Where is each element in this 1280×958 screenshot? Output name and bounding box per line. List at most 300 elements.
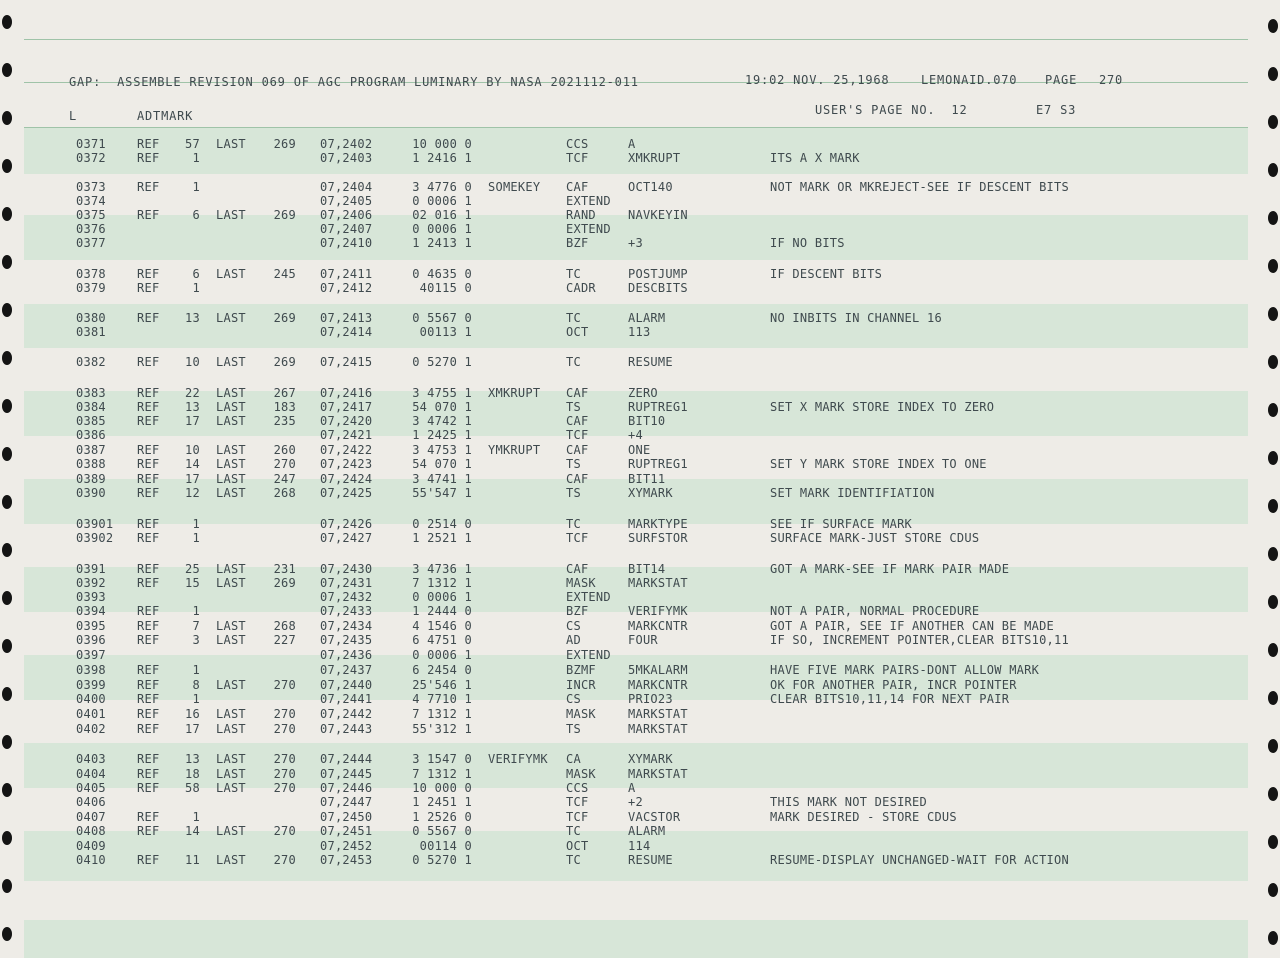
users-page-number: USER'S PAGE NO. 12 bbox=[815, 103, 968, 117]
listing-addr: 07,2452 bbox=[320, 839, 373, 853]
listing-ref: REF bbox=[137, 472, 160, 486]
sprocket-hole bbox=[1268, 67, 1278, 81]
listing-octal: 3 1547 0 bbox=[412, 752, 472, 766]
listing-last: LAST bbox=[216, 486, 246, 500]
listing-addr: 07,2444 bbox=[320, 752, 373, 766]
listing-last: LAST bbox=[216, 472, 246, 486]
listing-operand: XYMARK bbox=[628, 752, 673, 766]
listing-ref: REF bbox=[137, 180, 160, 194]
listing-addr: 07,2406 bbox=[320, 208, 373, 222]
listing-comment: ITS A X MARK bbox=[770, 151, 860, 165]
listing-op: TCF bbox=[566, 428, 589, 442]
listing-last: LAST bbox=[216, 355, 246, 369]
listing-addr: 07,2404 bbox=[320, 180, 373, 194]
listing-line: 0383 bbox=[76, 386, 106, 400]
listing-line: 0377 bbox=[76, 236, 106, 250]
sprocket-hole bbox=[1268, 691, 1278, 705]
listing-line: 0384 bbox=[76, 400, 106, 414]
listing-octal: 55'312 1 bbox=[412, 722, 472, 736]
listing-ref: REF bbox=[137, 386, 160, 400]
listing-op: TCF bbox=[566, 810, 589, 824]
listing-addr: 07,2425 bbox=[320, 486, 373, 500]
listing-line bbox=[0, 194, 1240, 208]
listing-lastn: 235 bbox=[273, 414, 296, 428]
listing-line bbox=[0, 619, 1240, 633]
listing-line: 0376 bbox=[76, 222, 106, 236]
listing-last: LAST bbox=[216, 414, 246, 428]
listing-line bbox=[0, 692, 1240, 706]
listing-refn: 10 bbox=[185, 443, 200, 457]
listing-refn: 1 bbox=[192, 663, 200, 677]
listing-octal: 1 2451 1 bbox=[412, 795, 472, 809]
listing-lastn: 231 bbox=[273, 562, 296, 576]
listing-line bbox=[0, 281, 1240, 295]
listing-refn: 1 bbox=[192, 692, 200, 706]
listing-last: LAST bbox=[216, 752, 246, 766]
listing-line bbox=[0, 517, 1240, 531]
ruled-line bbox=[24, 39, 1248, 40]
listing-line: 03902 bbox=[76, 531, 114, 545]
listing-lastn: 270 bbox=[273, 853, 296, 867]
listing-octal: 00113 1 bbox=[419, 325, 472, 339]
column-adtmark: ADTMARK bbox=[137, 109, 194, 123]
page-label: PAGE bbox=[1045, 73, 1078, 87]
listing-ref: REF bbox=[137, 517, 160, 531]
listing-operand: RESUME bbox=[628, 355, 673, 369]
listing-comment: SEE IF SURFACE MARK bbox=[770, 517, 913, 531]
listing-line: 0372 bbox=[76, 151, 106, 165]
listing-lastn: 270 bbox=[273, 752, 296, 766]
listing-operand: MARKSTAT bbox=[628, 707, 688, 721]
listing-op: TS bbox=[566, 400, 581, 414]
listing-comment: SET Y MARK STORE INDEX TO ONE bbox=[770, 457, 987, 471]
listing-op: BZMF bbox=[566, 663, 596, 677]
listing-op: TS bbox=[566, 722, 581, 736]
sprocket-hole bbox=[2, 543, 12, 557]
listing-line bbox=[0, 752, 1240, 766]
listing-lastn: 247 bbox=[273, 472, 296, 486]
listing-last: LAST bbox=[216, 457, 246, 471]
listing-addr: 07,2402 bbox=[320, 137, 373, 151]
listing-last: LAST bbox=[216, 707, 246, 721]
listing-octal: 4 1546 0 bbox=[412, 619, 472, 633]
listing-line: 0389 bbox=[76, 472, 106, 486]
listing-refn: 13 bbox=[185, 311, 200, 325]
listing-addr: 07,2436 bbox=[320, 648, 373, 662]
listing-op: EXTEND bbox=[566, 590, 611, 604]
listing-addr: 07,2424 bbox=[320, 472, 373, 486]
listing-addr: 07,2440 bbox=[320, 678, 373, 692]
listing-comment: SURFACE MARK-JUST STORE CDUS bbox=[770, 531, 980, 545]
listing-comment: IF SO, INCREMENT POINTER,CLEAR BITS10,11 bbox=[770, 633, 1069, 647]
listing-addr: 07,2447 bbox=[320, 795, 373, 809]
listing-line bbox=[0, 722, 1240, 736]
sprocket-hole bbox=[1268, 931, 1278, 945]
sprocket-hole bbox=[1268, 643, 1278, 657]
listing-refn: 8 bbox=[192, 678, 200, 692]
listing-operand: OCT140 bbox=[628, 180, 673, 194]
sprocket-hole bbox=[1268, 211, 1278, 225]
listing-lastn: 268 bbox=[273, 486, 296, 500]
listing-refn: 17 bbox=[185, 472, 200, 486]
listing-ref: REF bbox=[137, 604, 160, 618]
listing-line bbox=[0, 795, 1240, 809]
listing-ref: REF bbox=[137, 633, 160, 647]
listing-line bbox=[0, 648, 1240, 662]
listing-line: 0388 bbox=[76, 457, 106, 471]
listing-operand: XYMARK bbox=[628, 486, 673, 500]
listing-refn: 1 bbox=[192, 281, 200, 295]
listing-lastn: 245 bbox=[273, 267, 296, 281]
listing-octal: 1 2413 1 bbox=[412, 236, 472, 250]
listing-refn: 10 bbox=[185, 355, 200, 369]
sprocket-hole bbox=[2, 927, 12, 941]
listing-refn: 12 bbox=[185, 486, 200, 500]
listing-line: 0405 bbox=[76, 781, 106, 795]
listing-line bbox=[0, 767, 1240, 781]
listing-lastn: 270 bbox=[273, 457, 296, 471]
sprocket-hole bbox=[1268, 115, 1278, 129]
listing-op: TS bbox=[566, 486, 581, 500]
listing-ref: REF bbox=[137, 414, 160, 428]
listing-operand: VACSTOR bbox=[628, 810, 681, 824]
listing-addr: 07,2410 bbox=[320, 236, 373, 250]
listing-octal: 7 1312 1 bbox=[412, 576, 472, 590]
listing-lastn: 269 bbox=[273, 137, 296, 151]
listing-addr: 07,2422 bbox=[320, 443, 373, 457]
listing-octal: 0 5567 0 bbox=[412, 311, 472, 325]
listing-octal: 3 4742 1 bbox=[412, 414, 472, 428]
listing-operand: FOUR bbox=[628, 633, 658, 647]
listing-operand: +2 bbox=[628, 795, 643, 809]
listing-addr: 07,2403 bbox=[320, 151, 373, 165]
listing-last: LAST bbox=[216, 576, 246, 590]
listing-last: LAST bbox=[216, 137, 246, 151]
listing-octal: 1 2425 1 bbox=[412, 428, 472, 442]
listing-line bbox=[0, 386, 1240, 400]
listing-label: VERIFYMK bbox=[488, 752, 548, 766]
listing-line bbox=[0, 414, 1240, 428]
listing-operand: 5MKALARM bbox=[628, 663, 688, 677]
listing-lastn: 270 bbox=[273, 824, 296, 838]
listing-comment: NOT MARK OR MKREJECT-SEE IF DESCENT BITS bbox=[770, 180, 1069, 194]
listing-line: 0382 bbox=[76, 355, 106, 369]
listing-octal: 0 5270 1 bbox=[412, 355, 472, 369]
listing-operand: +4 bbox=[628, 428, 643, 442]
listing-line bbox=[0, 562, 1240, 576]
listing-line: 0395 bbox=[76, 619, 106, 633]
listing-op: TC bbox=[566, 311, 581, 325]
listing-op: CCS bbox=[566, 137, 589, 151]
listing-ref: REF bbox=[137, 692, 160, 706]
listing-line bbox=[0, 633, 1240, 647]
listing-addr: 07,2413 bbox=[320, 311, 373, 325]
listing-line: 0397 bbox=[76, 648, 106, 662]
listing-octal: 7 1312 1 bbox=[412, 707, 472, 721]
listing-operand: 113 bbox=[628, 325, 651, 339]
sprocket-hole bbox=[2, 111, 12, 125]
listing-addr: 07,2416 bbox=[320, 386, 373, 400]
listing-octal: 40115 0 bbox=[419, 281, 472, 295]
green-bar bbox=[24, 920, 1248, 958]
listing-ref: REF bbox=[137, 752, 160, 766]
listing-octal: 54 070 1 bbox=[412, 400, 472, 414]
listing-op: TCF bbox=[566, 795, 589, 809]
listing-refn: 17 bbox=[185, 722, 200, 736]
listing-operand: RUPTREG1 bbox=[628, 400, 688, 414]
listing-ref: REF bbox=[137, 576, 160, 590]
listing-addr: 07,2437 bbox=[320, 663, 373, 677]
listing-octal: 1 2526 0 bbox=[412, 810, 472, 824]
listing-last: LAST bbox=[216, 678, 246, 692]
listing-op: BZF bbox=[566, 236, 589, 250]
listing-comment: GOT A PAIR, SEE IF ANOTHER CAN BE MADE bbox=[770, 619, 1055, 633]
listing-last: LAST bbox=[216, 267, 246, 281]
page-number: 270 bbox=[1099, 73, 1124, 87]
listing-addr: 07,2435 bbox=[320, 633, 373, 647]
listing-ref: REF bbox=[137, 707, 160, 721]
listing-line bbox=[0, 531, 1240, 545]
listing-line: 0378 bbox=[76, 267, 106, 281]
listing-ref: REF bbox=[137, 151, 160, 165]
listing-line bbox=[0, 781, 1240, 795]
listing-operand: RESUME bbox=[628, 853, 673, 867]
listing-operand: SURFSTOR bbox=[628, 531, 688, 545]
listing-line bbox=[0, 457, 1240, 471]
listing-operand: BIT10 bbox=[628, 414, 666, 428]
listing-refn: 13 bbox=[185, 752, 200, 766]
listing-addr: 07,2453 bbox=[320, 853, 373, 867]
listing-line: 0398 bbox=[76, 663, 106, 677]
listing-addr: 07,2432 bbox=[320, 590, 373, 604]
listing-octal: 10 000 0 bbox=[412, 137, 472, 151]
listing-addr: 07,2405 bbox=[320, 194, 373, 208]
report-title: GAP: ASSEMBLE REVISION 069 OF AGC PROGRAM LUMINARY BY NASA 2021112-011 bbox=[69, 75, 639, 89]
listing-refn: 6 bbox=[192, 267, 200, 281]
listing-refn: 13 bbox=[185, 400, 200, 414]
listing-line: 0401 bbox=[76, 707, 106, 721]
listing-op: MASK bbox=[566, 576, 596, 590]
listing-operand: MARKSTAT bbox=[628, 576, 688, 590]
listing-line bbox=[0, 137, 1240, 151]
listing-ref: REF bbox=[137, 281, 160, 295]
listing-op: CAF bbox=[566, 386, 589, 400]
listing-refn: 15 bbox=[185, 576, 200, 590]
listing-refn: 1 bbox=[192, 531, 200, 545]
sprocket-hole bbox=[1268, 163, 1278, 177]
listing-addr: 07,2446 bbox=[320, 781, 373, 795]
listing-line bbox=[0, 678, 1240, 692]
listing-octal: 7 1312 1 bbox=[412, 767, 472, 781]
column-l: L bbox=[69, 109, 78, 123]
listing-operand: MARKCNTR bbox=[628, 619, 688, 633]
listing-line: 0381 bbox=[76, 325, 106, 339]
listing-line: 03901 bbox=[76, 517, 114, 531]
listing-line: 0391 bbox=[76, 562, 106, 576]
listing-line bbox=[0, 443, 1240, 457]
listing-op: CAF bbox=[566, 414, 589, 428]
listing-refn: 14 bbox=[185, 824, 200, 838]
listing-octal: 25'546 1 bbox=[412, 678, 472, 692]
listing-refn: 1 bbox=[192, 604, 200, 618]
listing-addr: 07,2450 bbox=[320, 810, 373, 824]
listing-operand: DESCBITS bbox=[628, 281, 688, 295]
listing-operand: 114 bbox=[628, 839, 651, 853]
listing-operand: BIT11 bbox=[628, 472, 666, 486]
listing-line: 0386 bbox=[76, 428, 106, 442]
listing-ref: REF bbox=[137, 767, 160, 781]
listing-ref: REF bbox=[137, 562, 160, 576]
listing-line: 0409 bbox=[76, 839, 106, 853]
listing-octal: 0 2514 0 bbox=[412, 517, 472, 531]
listing-octal: 02 016 1 bbox=[412, 208, 472, 222]
listing-comment: GOT A MARK-SEE IF MARK PAIR MADE bbox=[770, 562, 1010, 576]
listing-last: LAST bbox=[216, 311, 246, 325]
listing-comment: IF DESCENT BITS bbox=[770, 267, 883, 281]
listing-line bbox=[0, 824, 1240, 838]
listing-line bbox=[0, 810, 1240, 824]
sprocket-hole bbox=[1268, 739, 1278, 753]
listing-addr: 07,2423 bbox=[320, 457, 373, 471]
source-file: LEMONAID.070 bbox=[921, 73, 1018, 87]
listing-refn: 25 bbox=[185, 562, 200, 576]
listing-last: LAST bbox=[216, 767, 246, 781]
sprocket-hole bbox=[2, 63, 12, 77]
listing-operand: MARKCNTR bbox=[628, 678, 688, 692]
listing-ref: REF bbox=[137, 400, 160, 414]
listing-op: BZF bbox=[566, 604, 589, 618]
listing-ref: REF bbox=[137, 137, 160, 151]
listing-operand: MARKTYPE bbox=[628, 517, 688, 531]
listing-octal: 0 0006 1 bbox=[412, 194, 472, 208]
listing-refn: 58 bbox=[185, 781, 200, 795]
listing-operand: MARKSTAT bbox=[628, 722, 688, 736]
listing-refn: 17 bbox=[185, 414, 200, 428]
listing-op: OCT bbox=[566, 325, 589, 339]
listing-lastn: 267 bbox=[273, 386, 296, 400]
listing-label: XMKRUPT bbox=[488, 386, 541, 400]
listing-op: EXTEND bbox=[566, 194, 611, 208]
listing-octal: 1 2416 1 bbox=[412, 151, 472, 165]
listing-ref: REF bbox=[137, 619, 160, 633]
listing-last: LAST bbox=[216, 208, 246, 222]
listing-op: CS bbox=[566, 692, 581, 706]
listing-lastn: 269 bbox=[273, 311, 296, 325]
listing-octal: 3 4741 1 bbox=[412, 472, 472, 486]
listing-line bbox=[0, 604, 1240, 618]
listing-octal: 6 4751 0 bbox=[412, 633, 472, 647]
listing-line bbox=[0, 590, 1240, 604]
listing-operand: ALARM bbox=[628, 824, 666, 838]
listing-comment: SET MARK IDENTIFIATION bbox=[770, 486, 935, 500]
listing-line bbox=[0, 325, 1240, 339]
listing-ref: REF bbox=[137, 853, 160, 867]
listing-lastn: 270 bbox=[273, 767, 296, 781]
listing-comment: THIS MARK NOT DESIRED bbox=[770, 795, 927, 809]
listing-line: 0410 bbox=[76, 853, 106, 867]
listing-op: AD bbox=[566, 633, 581, 647]
listing-line: 0373 bbox=[76, 180, 106, 194]
listing-line bbox=[0, 472, 1240, 486]
sprocket-hole bbox=[2, 15, 12, 29]
listing-lastn: 270 bbox=[273, 707, 296, 721]
listing-octal: 00114 0 bbox=[419, 839, 472, 853]
listing-comment: HAVE FIVE MARK PAIRS-DONT ALLOW MARK bbox=[770, 663, 1040, 677]
listing-operand: NAVKEYIN bbox=[628, 208, 688, 222]
sprocket-hole bbox=[1268, 883, 1278, 897]
sprocket-hole bbox=[2, 735, 12, 749]
listing-addr: 07,2430 bbox=[320, 562, 373, 576]
listing-octal: 6 2454 0 bbox=[412, 663, 472, 677]
listing-refn: 1 bbox=[192, 810, 200, 824]
listing-ref: REF bbox=[137, 781, 160, 795]
listing-last: LAST bbox=[216, 824, 246, 838]
listing-octal: 0 0006 1 bbox=[412, 222, 472, 236]
listing-last: LAST bbox=[216, 386, 246, 400]
listing-addr: 07,2451 bbox=[320, 824, 373, 838]
listing-op: CAF bbox=[566, 472, 589, 486]
listing-op: OCT bbox=[566, 839, 589, 853]
listing-addr: 07,2434 bbox=[320, 619, 373, 633]
listing-octal: 54 070 1 bbox=[412, 457, 472, 471]
listing-op: TC bbox=[566, 517, 581, 531]
listing-ref: REF bbox=[137, 355, 160, 369]
listing-ref: REF bbox=[137, 267, 160, 281]
listing-refn: 1 bbox=[192, 517, 200, 531]
listing-line bbox=[0, 400, 1240, 414]
listing-ref: REF bbox=[137, 457, 160, 471]
listing-refn: 11 bbox=[185, 853, 200, 867]
listing-operand: VERIFYMK bbox=[628, 604, 688, 618]
sprocket-hole bbox=[1268, 19, 1278, 33]
listing-octal: 3 4753 1 bbox=[412, 443, 472, 457]
listing-operand: BIT14 bbox=[628, 562, 666, 576]
listing-addr: 07,2445 bbox=[320, 767, 373, 781]
listing-line bbox=[0, 576, 1240, 590]
listing-lastn: 269 bbox=[273, 576, 296, 590]
listing-refn: 57 bbox=[185, 137, 200, 151]
listing-line bbox=[0, 311, 1240, 325]
listing-line: 0403 bbox=[76, 752, 106, 766]
listing-ref: REF bbox=[137, 531, 160, 545]
listing-last: LAST bbox=[216, 400, 246, 414]
listing-lastn: 270 bbox=[273, 781, 296, 795]
ruled-line bbox=[24, 127, 1248, 128]
listing-addr: 07,2407 bbox=[320, 222, 373, 236]
listing-addr: 07,2421 bbox=[320, 428, 373, 442]
sprocket-hole bbox=[1268, 787, 1278, 801]
listing-line: 0394 bbox=[76, 604, 106, 618]
listing-op: MASK bbox=[566, 707, 596, 721]
listing-ref: REF bbox=[137, 722, 160, 736]
listing-op: INCR bbox=[566, 678, 596, 692]
listing-addr: 07,2426 bbox=[320, 517, 373, 531]
listing-octal: 4 7710 1 bbox=[412, 692, 472, 706]
listing-refn: 18 bbox=[185, 767, 200, 781]
listing-last: LAST bbox=[216, 722, 246, 736]
listing-line bbox=[0, 428, 1240, 442]
listing-line: 0393 bbox=[76, 590, 106, 604]
listing-addr: 07,2427 bbox=[320, 531, 373, 545]
listing-octal: 0 0006 1 bbox=[412, 648, 472, 662]
listing-lastn: 269 bbox=[273, 208, 296, 222]
listing-line: 0406 bbox=[76, 795, 106, 809]
listing-line: 0392 bbox=[76, 576, 106, 590]
listing-octal: 10 000 0 bbox=[412, 781, 472, 795]
listing-octal: 0 0006 1 bbox=[412, 590, 472, 604]
listing-ref: REF bbox=[137, 678, 160, 692]
sprocket-hole bbox=[1268, 595, 1278, 609]
